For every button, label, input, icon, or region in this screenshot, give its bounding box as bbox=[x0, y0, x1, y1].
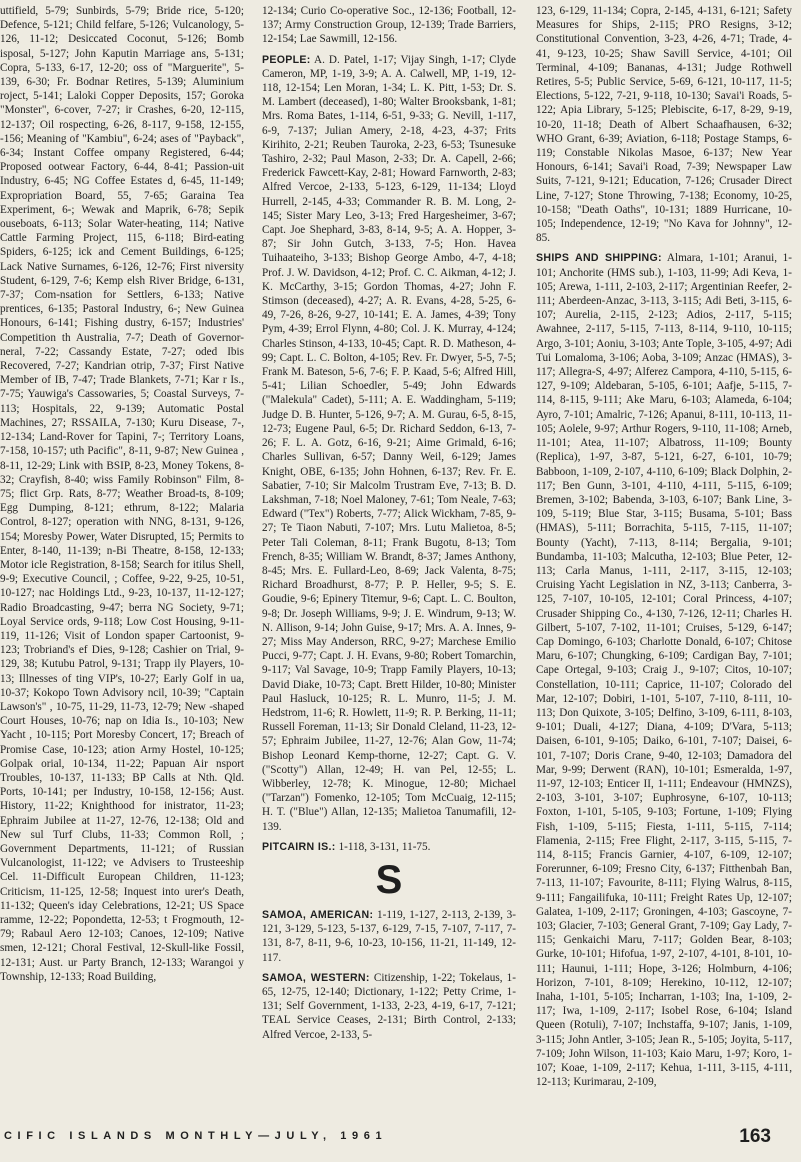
index-entry-samoa-american bbox=[262, 908, 516, 965]
index-entry-ships bbox=[536, 251, 792, 1089]
section-body: 1-118, 3-131, 11-75. bbox=[338, 840, 431, 853]
index-column-3 bbox=[536, 4, 792, 1114]
alphabet-section-letter: S bbox=[375, 857, 403, 902]
index-column-2 bbox=[262, 4, 516, 1114]
section-heading: SHIPS AND SHIPPING: bbox=[536, 252, 662, 265]
section-heading: PITCAIRN IS.: bbox=[262, 840, 336, 853]
page-number: 163 bbox=[739, 1126, 771, 1147]
page-footer bbox=[0, 1124, 801, 1154]
section-body: Almara, 1-101; Aranui, 1-101; Anchorite (HMS sub.), 1-103, 11-99; Adi Keva, 1-105; Arewa, 1-111, 2-103, 2-117; Argentinian Reefer, 2-111; Aberdeen-Anzac, 3-113, 3-115; Adi Beti, 3-115, 6-107; Aurelia, 2-115, 2-123; Adios, 2-117, 5-115; Awahnee, 2-117, 5-115, 7-113, 8-114, 9-110, 10-115; Argo, 3-101; Aoniu, 3-103; Ante Tople, 3-105, 4-97; Adi Tui Lomaloma, 3-106; Aoba, 3-109; Anzac (HMAS), 3-117; Allegra-S, 4-97; Alferez Campora, 4-110, 5-115, 6-127, 9-109; Aldebaran, 5-105, 6-101; Aafje, 5-115, 7-114, 8-115, 9-111; Ake Maru, 6-103; Alameda, 6-104; Ayro, 7-101; Amalric, 7-126; Apanui, 8-111, 10-113, 11-105; Aolele, 9-97; Arthur Rogers, 9-110, 11-108; Arneb, 11-101; Atea, 11-107; Albatross, 11-109; Bounty (Replica), 1-97, 3-87, 5-121, 6-27, 6-101, 10-79; Babboon, 1-109, 2-107, 4-110, 6-109; Black Dolphin, 2-117; Ben Gunn, 3-101, 4-110, 4-111, 5-115, 6-109; Bremen, 3-102; Babenda, 3-103, 6-107; Bank Line, 3-109, 5-119; Blue Star, 3-115; Busama, 5-101; Bass (HMAS), 5-111; Borrachita, 5-115, 7-115, 11-107; Bounty (Yacht), 7-113, 8-114; Bergalia, 9-101; Bundamba, 11-103; Malcutha, 12-103; Blue Peter, 12-113; Carla Manus, 1-111, 2-117, 3-115, 12-103; Cruising Yacht Legislation in NZ, 3-113; Canberra, 3-125, 7-107, 10-105, 12-101; Coral Princess, 4-107; Crusader Shipping Co., 4-130, 7-126, 12-11; Charles H. Gilbert, 5-107, 7-102, 11-101; Cruises, 5-129, 6-147; Cap Domingo, 6-103; Charlotte Donald, 6-107; Chitose Maru, 6-107; Chungking, 6-109; Cardigan Bay, 7-101; Cape Ortegal, 9-103; Craig J., 9-107; Citos, 10-107; Constellation, 10-111; Caprice, 11-107; Colorado del Mar, 12-107; Dobiri, 1-101, 5-107, 7-110, 8-111, 10-113; Don Quixote, 3-105; Delfino, 3-109, 6-111, 8-103, 9-101; Duali, 4-127; Diana, 4-109; D'Vara, 5-113; Daisen, 6-101, 9-105; Daiko, 6-101, 7-107; Daisei, 6-101, 7-107; Doris Crane, 9-40, 12-103; Damadora del Mar, 9-99; Derwent (RAN), 10-101; Esmeralda, 1-97, 11-97, 12-103; Enticer II, 1-111; Endeavour (HMNZS), 2-103, 3-101, 3-107; Euphrosyne, 6-107, 10-113; Foxton, 1-101, 5-105, 9-103; Fortune, 1-109; Flying Fish, 1-109, 5-115; Fiesta, 1-111, 5-115, 7-114; Flamenia, 2-115; Free Flight, 2-117, 3-115, 5-115, 7-114, 8-115; Francis Garnier, 4-107, 6-109, 12-107; Forerunner, 6-109; Fresno City, 6-137; Fitthenbah Ban, 7-113, 11-107; Favourite, 8-111; Flying Walrus, 8-115, 9-111; Fangailifuka, 10-111; Freight Rates Up, 12-107; Galatea, 1-109, 2-117; Groningen, 4-103; Gascoyne, 7-103; Glacier, 7-103; General Grant, 7-109; Gay Lady, 7-115; Genkaichi Maru, 7-117; Golden Bear, 8-103; Gurke, 10-101; Hifofua, 1-97, 2-107, 4-101, 8-101, 10-111; Haunui, 1-111; Hope, 3-126; Holmburn, 4-106; Horizon, 7-101, 8-109; Herekino, 10-112, 12-107; Inaha, 1-101, 5-105; Incharran, 1-103; Ina, 1-109, 2-117; Iwa, 1-109, 2-117; Isobel Rose, 6-104; Island Queen (Rotuli), 7-107; Inchstaffa, 9-107; Janis, 1-109, 3-115; John Antler, 3-105; Jean R., 5-105; Joyita, 5-117, 7-109; John Wilson, 11-103; Kaio Maru, 1-97; Koro, 1-107; Koae, 1-109, 2-117; Kehua, 1-111, 3-115, 4-111, 12-113; Kurimarau, 2-109, bbox=[536, 252, 792, 1089]
index-entry-samoa-western bbox=[262, 971, 516, 1042]
section-body: A. D. Patel, 1-17; Vijay Singh, 1-17; Clyde Cameron, MP, 1-19, 3-9; A. A. Calwell, MP, 1-19, 12-118, 12-154; Len Moran, 1-34; L. K. Pitt, 1-53; Dr. S. M. Lambert (deceased), 1-80; Walter Brooksbank, 1-81; Mrs. Roma Bates, 1-114, 6-51, 9-33; G. Nevill, 1-117, 6-9, 7-137; Julian Amery, 2-18, 4-23, 4-37; Frits Kirihito, 2-21; Reuben Tauroka, 2-23, 6-53; Tsunesuke Tashiro, 2-32; Paul Mason, 2-33; Dr. A. Capell, 2-66; Frederick Fawcett-Kay, 2-81; Howard Farnworth, 2-83; Alfred Vercoe, 2-133, 5-123, 6-129, 11-134; Lloyd Hurrell, 2-145, 4-33; Commander R. B. M. Long, 2-145; Sister Mary Leo, 3-13; Fred Hargesheimer, 3-67; Capt. Joe Shephard, 3-83, 8-14, 9-5; A. A. Hopper, 3-87; Sir John Gutch, 3-133, 7-5; Hon. Havea Tuihaateiho, 3-133; Bishop George Ambo, 4-7, 4-18; Prof. J. W. Davidson, 4-12; Prof. C. C. Aikman, 4-12; J. K. McCarthy, 3-15; Gordon Thomas, 4-27; John F. Stimson (deceased), 4-27; A. R. Evans, 4-28, 5-25, 6-49, 7-26, 8-26, 9-27, 10-141; E. A. James, 4-39; Tony Pym, 4-39; Errol Flynn, 4-80; Col. J. K. Murray, 4-124; Charles Stinson, 4-133, 10-45; Capt. R. D. Matheson, 4-99; Capt. L. C. Bolton, 4-105; Rev. Fr. Dwyer, 5-5, 7-5; Frank M. Bateson, 5-6, 7-6; F. P. Kaad, 5-6; Alfred Hill, 5-41; Lilian Schoedler, 5-49; John Edwards ("Malekula" Cadet), 5-111; A. E. Waddingham, 5-119; Judge D. B. Hunter, 5-126, 9-7; A. M. Gurau, 6-5, 8-15, 12-73; Eugene Paul, 6-5; Dr. Richard Seddon, 6-13, 7-26; F. L. A. Gotz, 6-16, 9-21; Aime Grimald, 6-16; Charles Sullivan, 6-57; Danny Weil, 6-129; James Knight, OBE, 6-135; John Hohnen, 6-137; Rev. Fr. E. Sabatier, 7-10; Sir Malcolm Trustram Eve, 7-13; B. D. Lakshman, 7-18; Noel Maloney, 7-61; Tom Neale, 7-63; Edward ("Tex") Roberts, 7-77; Alick Wickham, 7-85, 9-27; Te Tiaon Nabuti, 7-107; Mrs. Lutu Malietoa, 8-5; Peter Tali Coleman, 8-11; Frank Bugotu, 8-13; Tom French, 8-35; William W. Brandt, 8-37; James Anthony, 8-45; Mrs. E. Fullard-Leo, 8-69; Jack Valenta, 8-75; Richard Broadhurst, 8-77; P. P. Heller, 9-5; S. E. Goudie, 9-6; Epinery Titemur, 9-6; Capt. L. C. Boulton, 9-8; Dr. Joseph Williams, 9-9; J. E. Windrum, 9-13; W. N. Allison, 9-14; John Guise, 9-17; Mrs. A. A. Innes, 9-27; Miss May Anderson, RRC, 9-27; Marchese Emilio Pucci, 9-77; Capt. J. H. Evans, 9-80; Robert Tomarchin, 9-117; Val Savage, 10-9; Trapp Family Players, 10-13; David Diake, 10-73; Capt. Brett Hilder, 10-80; Minister Paul Hasluck, 10-125; R. L. Munro, 11-5; J. M. Hedstrom, 11-6; R. Howlett, 11-9; R. P. Berking, 11-11; Russell Foreman, 11-13; Sir Donald Cleland, 11-23, 12-57; Ephraim Jubilee, 11-27, 12-76; Alan Gow, 11-74; Bishop Leonard Kemp-thorne, 12-27; Capt. G. V. ("Scotty") Allan, 12-49; H. van Pel, 12-55; L. Wibberley, 12-78; K. Minogue, 12-80; Michael ("Tarzan") Fomenko, 12-105; Tom McCuaig, 12-115; H. T. ("Blue") Allan, 12-135; Malietoa Tanumafili, 12-139. bbox=[262, 53, 516, 833]
running-footer-title: CIFIC ISLANDS MONTHLY—JULY, 1961 bbox=[4, 1130, 388, 1142]
index-entry-pitcairn bbox=[262, 840, 516, 854]
index-columns bbox=[0, 4, 801, 1114]
section-body: Citizenship, 1-22; Tokelaus, 1-65, 12-75, 12-140; Dictionary, 1-122; Petty Crime, 1-131; Self Government, 1-133, 2-23, 4-19, 6-17, 7-121; TEAL Service Ceases, 2-131; Birth Control, 2-133; Alfred Vercoe, 2-133, 5- bbox=[262, 971, 516, 1041]
index-column-1 bbox=[0, 4, 244, 1114]
index-entry-text: 123, 6-129, 11-134; Copra, 2-145, 4-131, 6-121; Safety Measures for Ships, 2-115; PRO Resigns, 3-12; Constitutional Convention, 3-23, 4-26, 4-71; Trade, 4-41, 9-123, 10-25; Shaw Savill Service, 4-101; Oil Terminal, 4-109; Bananas, 4-131; Judge Rothwell Retires, 5-5; Public Service, 5-69, 6-121, 10-117, 11-5; Elections, 5-122, 7-21, 9-118, 10-130; Savai'i Roads, 5-122; Apia Library, 5-125; Plebiscite, 6-17, 8-29, 9-19, 10-20, 11-18; Death of Albert Schaafhausen, 6-32; WHO Grant, 6-39; Aviation, 6-118; Postage Stamps, 6-119; Constable Nikolas Masoe, 6-137; New Year Honours, 6-141; Savai'i Road, 7-39; Newspaper Law Suits, 7-121, 9-121; Education, 7-126; Crusader Direct Line, 7-127; Stone Throwing, 7-138; Economy, 10-25, 10-158; "Death Oaths", 10-131; 1889 Hurricane, 10-105; Independence, 12-19; "No Kava for Johnny", 12-85. bbox=[536, 5, 792, 245]
section-heading: SAMOA, AMERICAN: bbox=[262, 908, 374, 921]
section-heading: PEOPLE: bbox=[262, 53, 311, 66]
index-entry-text: 12-134; Curio Co-operative Soc., 12-136; Football, 12-137; Army Construction Group, 12-139; Trade Barriers, 12-154; Lae Sawmill, 12-156. bbox=[262, 5, 516, 46]
section-heading: SAMOA, WESTERN: bbox=[262, 971, 370, 984]
index-entry-people bbox=[262, 53, 516, 834]
index-entry-text: uttifield, 5-79; Sunbirds, 5-79; Bride rice, 5-120; Defence, 5-121; Child felfare, 5-126; Vulcanology, 5-126, 11-12; Desiccated Coconut, 5-126; Bomb isposal, 5-127; John Kaputin Marriage ans, 5-131; Copra, 5-133, 6-17, 12-20; oss of "Marguerite", 5-139, 6-30; Fr. Bodnar Retires, 5-139; Aluminium roject, 5-141; Laloki Copper Deposits, 157; Goroka "Monster", 6-cover, 7-27; ir Crashes, 6-20, 12-115, 12-137; Oil rospecting, 6-26, 8-117, 9-158, 12-155, -156; Meaning of "Kambiu", 6-24; ases of "Payback", 6-34; Instant Coffee ompany Registered, 6-44; Proposed ootwear Factory, 6-44, 8-41; Passion-uit Industry, 6-45; NG Coffee Estates d, 6-45, 11-149; Expropriation Board, 55, 7-65; Garaina Tea Experiment, 6-; Wewak and Maprik, 6-78; Sepik ouseboats, 6-113; Solar Water-heating, 114; Native Cattle Farming Project, 115, 6-118; Bird-eating Spiders, 6-125; ick and Cement Buildings, 6-125; Lack Native Surnames, 6-126, 12-76; First niversity Student, 6-129, 7-6; Kemp elsh River Bridge, 6-131, 7-37; Com-nsation for Settlers, 6-133; Native prentices, 6-135; Pastoral Industry, 6-; New Guinea Honours, 6-141; Fishing dustry, 6-157; Industries' Competition th Australia, 7-7; Death of Governor-neral, 7-22; Cassandy Estate, 7-27; oded Ibis Recovered, 7-27; Kandrian otrip, 7-37; First Native Member of IB, 7-47; Trade Blankets, 7-71; Kar r Is., 7-75; Yauwiga's Cassowaries, 5; Coastal Surveys, 7-113; Hospitals, 22, 9-139; Automatic Postal Machines, 27; RSSAILA, 7-130; Kuru Disease, 7-, 12-134; Land-Rover for Tapini, 7-; Territory Loans, 7-158, 10-157; uth Pacific", 8-11, 9-87; New Guinea , 8-11, 12-29; Link with BSIP, 8-23, Money Tokens, 8-32; Crayfish, 8-40; wiss Family Robinson" Film, 8-75; flict Grp. Rats, 8-77; Weather Broad-ts, 8-109; Egg Dumping, 8-121; ethrum, 8-122; Malaria Control, 8-127; operation with NNG, 8-131, 9-126, 154; Moresby Power, Water Disrupted, 15; Permits to Enter, 8-140, 11-139; n-Bi Theatre, 8-158, 12-133; Motor icle Registration, 8-158; Search for itilus Shell, 9-9; Executive Council, ; Coffee, 9-22, 9-25, 10-51, 10-127; nac Holdings Ltd., 9-23, 10-137, 11-12-127; Radio Broadcasting, 9-47; berra NG Society, 9-71; Loyal Service ords, 9-118; Low Cost Housing, 9-11-119, 11-126; Visit of London spaper Cartoonist, 9-123; Trobriand's ef Dies, 9-128; Cashier on Trial, 9-129, 38; Kutubu Patrol, 9-131; Trapp ily Players, 10-13; Illnesses of ting VIP's, 10-27; Early Golf in ua, 10-37; Kokopo Town Advisory ncil, 10-39; "Captain Lawson's" , 10-75, 11-29, 11-73, 12-79; New -shaped Court Houses, 10-76; nap on Idia Is., 10-103; New Yacht , 10-115; Port Moresby Concert, 17; Breach of Promise Case, 10-123; ation Army Hostel, 10-125; Golpak orial, 10-134, 11-22; Papuan Air nsport Troubles, 10-137, 11-133; BP Calls at Nth. Qld. Ports, 10-141; per Industry, 10-158, 12-156; Aust. History, 11-22; Knighthood for inistrator, 11-23; Ephraim Jubilee at 11-27, 12-76, 12-138; Old and New sul Turf Clubs, 11-33; Common Roll, ; Government Departments, 11-121; of Russian Vulcanologist, 11-122; ve Advisers to Trusteeship Cel. 11-Difficult European Children, 11-123; Criticism, 11-125, 12-58; Inquest into urer's Death, 11-132; Queen's iday Celebrations, 12-21; US Space ramme, 12-22; Popondetta, 12-53; t Frogmouth, 12-79; Rabaul Aero 12-103; Canoes, 12-109; Native smen, 12-121; Choral Festival, 12-Skull-like Fossil, 12-131; Aust. ur Party Branch, 12-133; Warangoi y Township, 12-133; Road Building, bbox=[0, 5, 244, 983]
section-body: 1-119, 1-127, 2-113, 2-139, 3-121, 3-129, 5-123, 5-137, 6-129, 7-15, 7-107, 7-117, 7-131, 8-7, 8-11, 9-6, 10-23, 10-156, 11-21, 11-149, 12-117. bbox=[262, 908, 516, 964]
